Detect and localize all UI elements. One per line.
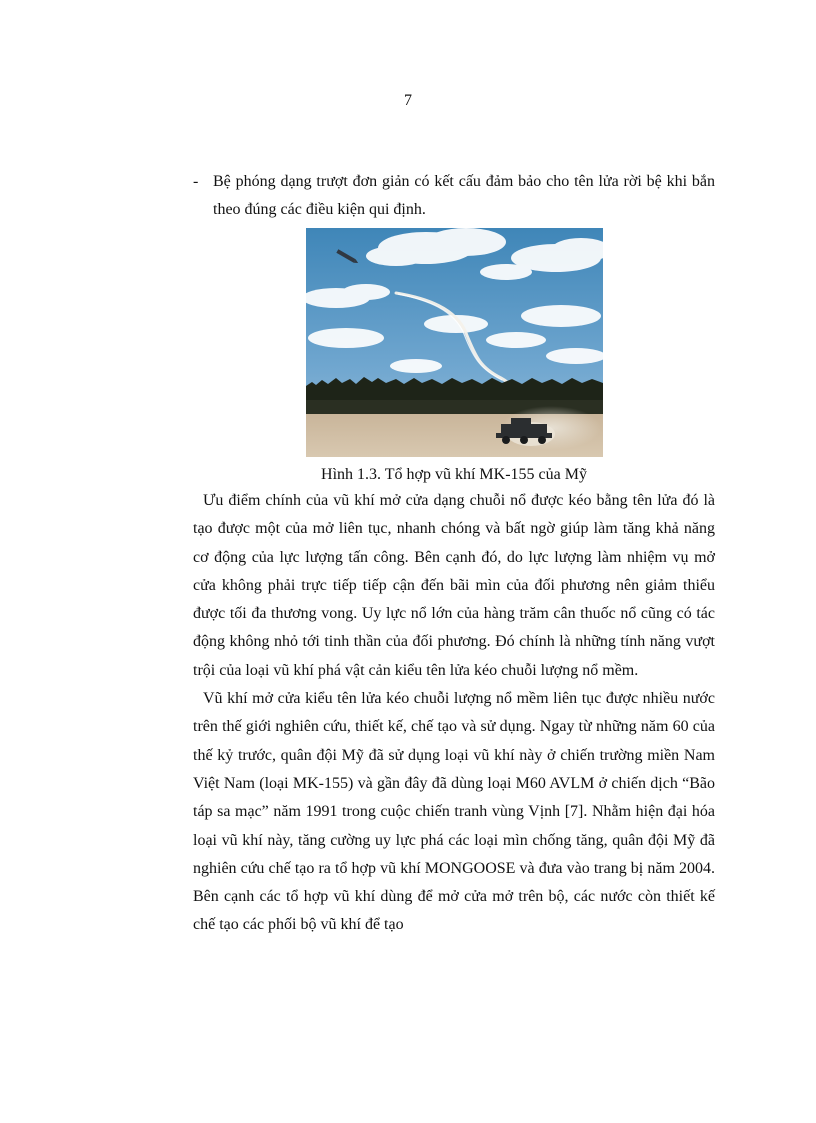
document-body [193,168,715,940]
bullet-item [193,168,715,224]
figure-caption: Hình 1.3. Tổ hợp vũ khí MK-155 của Mỹ [321,466,587,483]
figure [193,228,715,487]
paragraph-advantages: Ưu điểm chính của vũ khí mở cửa dạng chuỗi nổ được kéo bằng tên lửa đó là tạo được một của mở liên tục, nhanh chóng và bất ngờ giúp làm tăng khả năng cơ động của lực lượng tấn công. Bên cạnh đó, do lực lượng làm nhiệm vụ mở cửa không phải trực tiếp tiếp cận đến bãi mìn của đối phương nên giảm thiểu được tối đa thương vong. Uy lực nổ lớn của hàng trăm cân thuốc nổ cũng có tác động không nhỏ tới tinh thần của đối phương. Đó chính là những tính năng vượt trội của loại vũ khí phá vật cản kiểu tên lửa kéo chuỗi lượng nổ mềm. [193,492,715,679]
bullet-text: Bệ phóng dạng trượt đơn giản có kết cấu đảm bảo cho tên lửa rời bệ khi bắn theo đúng các điều kiện qui định. [213,173,715,218]
paragraph-history: Vũ khí mở cửa kiểu tên lửa kéo chuỗi lượng nổ mềm liên tục được nhiều nước trên thế giới nghiên cứu, thiết kế, chế tạo và sử dụng. Ngay từ những năm 60 của thế kỷ trước, quân đội Mỹ đã sử dụng loại vũ khí này ở chiến trường miền Nam Việt Nam (loại MK-155) và gần đây đã dùng loại M60 AVLM ở chiến dịch “Bão táp sa mạc” năm 1991 trong cuộc chiến tranh vùng Vịnh [7]. Nhằm hiện đại hóa loại vũ khí này, tăng cường uy lực phá các loại mìn chống tăng, quân đội Mỹ đã nghiên cứu chế tạo ra tổ hợp vũ khí MONGOOSE và đưa vào trang bị năm 2004. Bên cạnh các tổ hợp vũ khí dùng để mở cửa mở trên bộ, các nước còn thiết kế chế tạo các phối bộ vũ khí để tạo [193,690,715,934]
rocket-launch-photo-icon [306,228,603,457]
page-number: 7 [404,92,412,109]
bullet-marker: - [193,173,199,190]
